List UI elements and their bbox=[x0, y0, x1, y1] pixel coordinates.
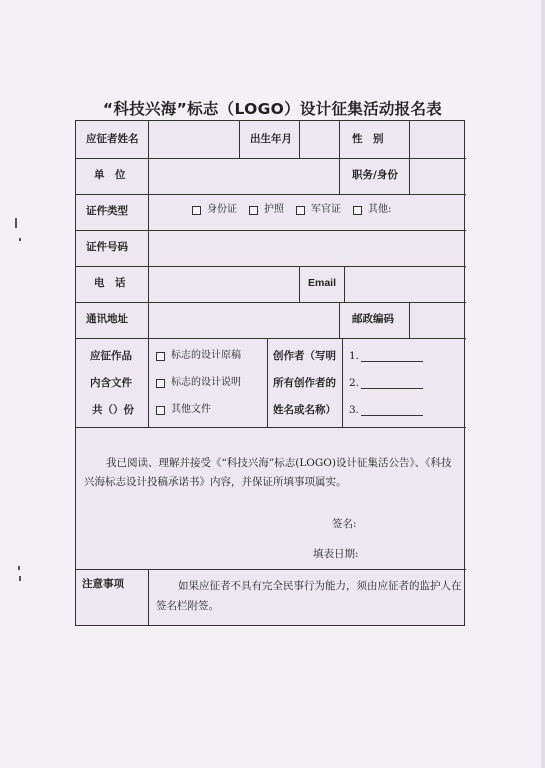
checkbox[interactable] bbox=[156, 352, 165, 361]
gender-field[interactable] bbox=[410, 122, 464, 158]
scan-speck bbox=[15, 218, 17, 228]
checkbox[interactable] bbox=[249, 206, 258, 215]
works-label-line-2: 内含文件 bbox=[90, 377, 132, 389]
creator-label-line-2: 所有创作者的 bbox=[273, 377, 336, 389]
works-label-line-3: 共（）份 bbox=[92, 404, 134, 416]
phone-field[interactable] bbox=[149, 267, 299, 302]
creator-label-line-1: 创作者（写明 bbox=[273, 350, 336, 362]
checkbox[interactable] bbox=[156, 379, 165, 388]
declaration-text: 我已阅读、理解并接受《“科技兴海”标志(LOGO)设计征集活公告》、《科技兴海标志设计投稿承诺书》内容，并保证所填事项属实。 bbox=[84, 457, 452, 488]
postcode-field[interactable] bbox=[410, 303, 464, 338]
notes-label: 注意事项 bbox=[82, 578, 124, 590]
id-number-field[interactable] bbox=[149, 231, 464, 266]
email-label: Email bbox=[308, 277, 337, 289]
notes-text: 如果应征者不具有完全民事行为能力，须由应征者的监护人在签名栏附签。 bbox=[156, 580, 462, 612]
works-item-design-description[interactable]: 标志的设计说明 bbox=[156, 376, 241, 390]
works-item-other-files[interactable]: 其他文件 bbox=[156, 403, 211, 417]
id-type-option-id-card[interactable]: 身份证 bbox=[192, 203, 237, 217]
creator-label-line-3: 姓名或名称） bbox=[273, 404, 336, 416]
id-type-label: 证件类型 bbox=[86, 205, 128, 217]
form-title: “科技兴海”标志（LOGO）设计征集活动报名表 bbox=[102, 100, 443, 118]
fill-date-field[interactable] bbox=[372, 542, 458, 562]
signature-label: 签名: bbox=[332, 518, 357, 530]
postcode-label: 邮政编码 bbox=[352, 313, 394, 325]
birth-date-field[interactable] bbox=[300, 122, 339, 158]
scan-speck bbox=[19, 238, 21, 241]
position-label: 职务/身份 bbox=[352, 169, 398, 181]
applicant-name-label: 应征者姓名 bbox=[86, 133, 139, 145]
checkbox[interactable] bbox=[192, 206, 201, 215]
creator-entry-line bbox=[361, 377, 423, 389]
works-item-design-draft[interactable]: 标志的设计原稿 bbox=[156, 349, 241, 363]
creator-entry-1[interactable]: 1. bbox=[349, 349, 423, 363]
address-field[interactable] bbox=[149, 303, 339, 338]
address-label: 通讯地址 bbox=[86, 313, 128, 325]
phone-label: 电 话 bbox=[94, 277, 126, 289]
creator-entry-3[interactable]: 3. bbox=[349, 403, 423, 417]
works-label-line-1: 应征作品 bbox=[90, 350, 132, 362]
id-type-option-officer-card[interactable]: 军官证 bbox=[296, 203, 341, 217]
scan-speck bbox=[19, 576, 21, 581]
checkbox[interactable] bbox=[296, 206, 305, 215]
unit-label: 单 位 bbox=[94, 169, 126, 181]
signature-field[interactable] bbox=[378, 511, 458, 531]
applicant-name-field[interactable] bbox=[149, 122, 239, 158]
scan-speck bbox=[18, 566, 20, 570]
email-field[interactable] bbox=[345, 267, 464, 302]
creator-entry-line bbox=[361, 404, 423, 416]
id-type-options bbox=[192, 203, 403, 217]
id-type-option-other[interactable]: 其他: bbox=[353, 203, 391, 217]
birth-date-label: 出生年月 bbox=[250, 133, 292, 145]
id-number-label: 证件号码 bbox=[86, 241, 128, 253]
fill-date-label: 填表日期: bbox=[313, 548, 359, 560]
checkbox[interactable] bbox=[156, 406, 165, 415]
unit-field[interactable] bbox=[149, 159, 339, 194]
checkbox[interactable] bbox=[353, 206, 362, 215]
creator-entry-line bbox=[361, 350, 423, 362]
id-type-option-passport[interactable]: 护照 bbox=[249, 203, 284, 217]
creator-entry-2[interactable]: 2. bbox=[349, 376, 423, 390]
position-field[interactable] bbox=[410, 159, 464, 194]
gender-label: 性 别 bbox=[352, 133, 384, 145]
registration-form bbox=[75, 120, 465, 626]
